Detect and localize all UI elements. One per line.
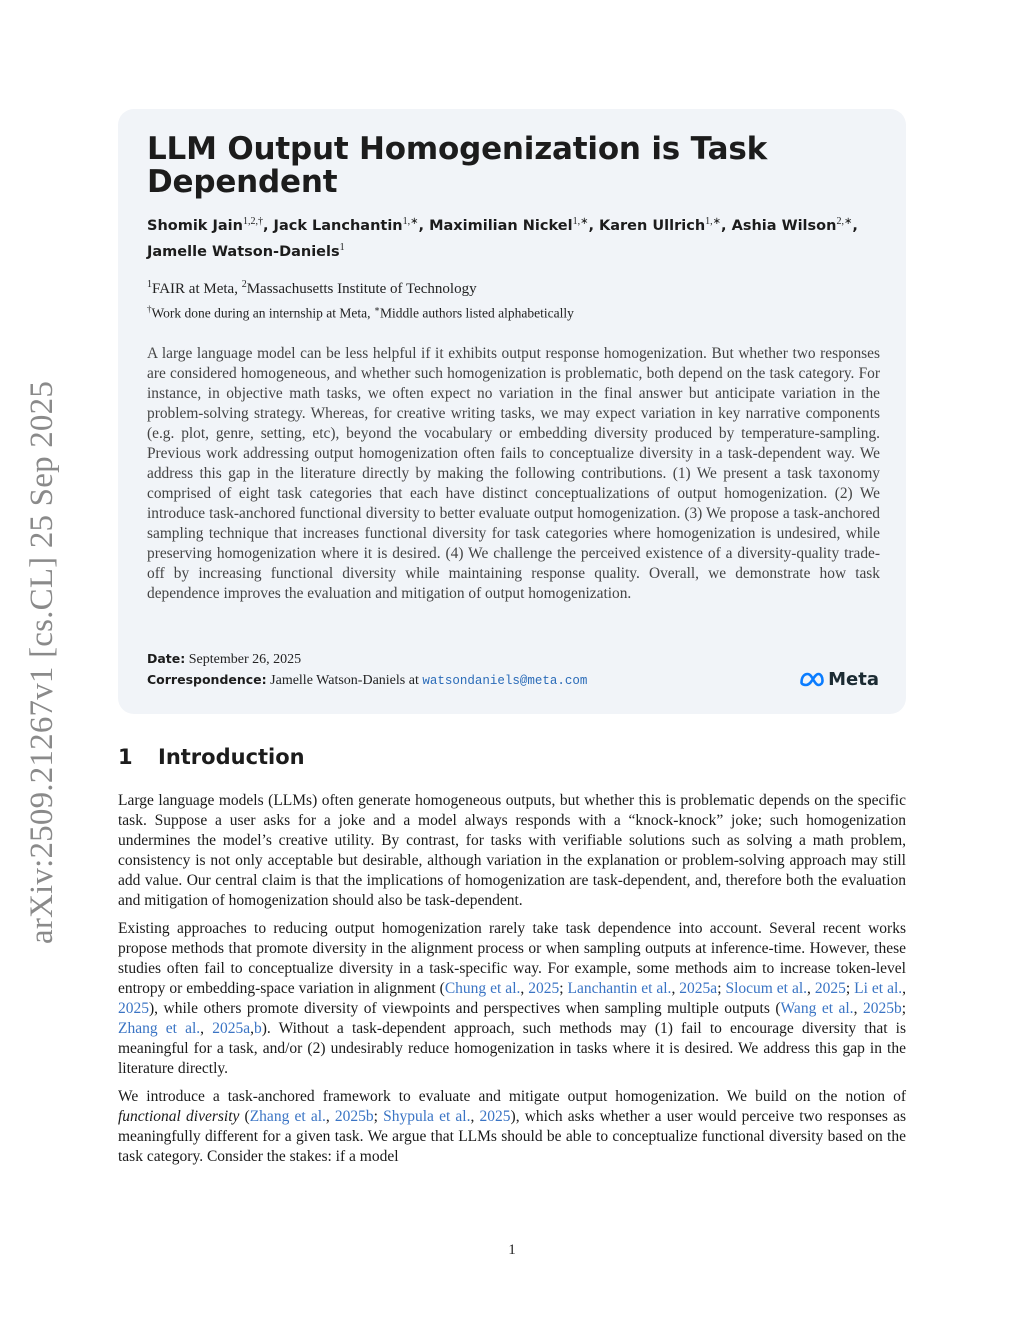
date-label: Date:: [147, 651, 186, 666]
affiliation-marker: 2: [241, 278, 247, 290]
paper-title: LLM Output Homogenization is Task Dependent: [147, 131, 767, 200]
paragraph-text: ;: [559, 980, 568, 997]
affiliation-marker: 1: [147, 278, 152, 290]
section-title: Introduction: [158, 745, 305, 769]
author-list: [147, 211, 880, 263]
author-name: Jamelle Watson-Daniels: [147, 243, 340, 260]
arxiv-stamp-text: arXiv:2509.21267v1 [cs.CL] 25 Sep 2025: [24, 380, 61, 944]
paragraph-text: ,: [671, 980, 680, 997]
author-affiliation-marker: 1,∗: [402, 216, 419, 227]
citation-link[interactable]: Wang et al.: [780, 1000, 854, 1017]
citation-link[interactable]: Lanchantin et al.: [567, 980, 672, 997]
note-marker: †: [147, 303, 152, 314]
citation-link[interactable]: Slocum et al.: [725, 980, 808, 997]
citation-link[interactable]: 2025: [528, 980, 560, 997]
correspondence-line: [147, 670, 880, 691]
author-name: Jack Lanchantin: [273, 217, 403, 234]
author-separator: ,: [588, 217, 600, 234]
body-paragraph: [118, 791, 906, 911]
citation-link[interactable]: 2025a: [679, 980, 718, 997]
affiliation-name: FAIR at Meta,: [152, 280, 242, 297]
date-value: September 26, 2025: [188, 652, 302, 667]
paragraph-text: ), while others promote diversity of viewpoints and perspectives when sampling multiple outputs (: [149, 1000, 781, 1017]
citation-link[interactable]: 2025b: [862, 1000, 902, 1017]
note-marker: ∗: [373, 303, 380, 314]
paragraph-text: ;: [373, 1108, 384, 1125]
paragraph-text: ,: [325, 1108, 335, 1125]
emphasized-term: functional diversity: [118, 1108, 240, 1125]
citation-link[interactable]: Shypula et al.: [383, 1108, 471, 1125]
paragraph-text: ), which asks whether a user would perceive two responses as meaningfully different for a given task. We argue that LLMs should be able to conceptualize functional diversity based on the task category. Consider the stakes: if a model: [118, 1108, 906, 1165]
paragraph-text: ,: [250, 1020, 254, 1037]
citation-link[interactable]: 2025: [118, 1000, 149, 1017]
meta-infinity-logo-icon: [799, 672, 825, 687]
paper-metadata: [147, 649, 880, 691]
citation-link[interactable]: Zhang et al.: [249, 1108, 326, 1125]
author-notes: [147, 300, 880, 323]
author-affiliation-marker: 2,∗: [836, 216, 853, 227]
paragraph-text: ,: [902, 980, 907, 997]
author-name: Shomik Jain: [147, 217, 243, 234]
section-heading: [118, 740, 906, 774]
author-affiliation-marker: 1,∗: [572, 216, 589, 227]
paper-body: [118, 740, 906, 1175]
paragraph-text: (: [239, 1108, 250, 1125]
affiliations: [147, 275, 880, 299]
body-paragraph: [118, 919, 906, 1079]
author-name: Karen Ullrich: [599, 217, 706, 234]
abstract-card: [118, 109, 906, 714]
meta-logo-text: Meta: [828, 669, 879, 690]
paragraph-text: Existing approaches to reducing output homogenization rarely take task dependence into account. Several recent works propose methods that promote diversity in the alignment process or when sampling outputs at inference-time. However, these studies often fail to conceptualize diversity in a task-specific way. For example, some methods aim to increase token-level entropy or embedding-space variation in alignment (: [118, 920, 906, 997]
citation-link[interactable]: b: [253, 1020, 262, 1037]
page-number: 1: [508, 1242, 516, 1258]
paragraph-text: ,: [853, 1000, 863, 1017]
citation-link[interactable]: Li et al.: [854, 980, 903, 997]
body-paragraph: [118, 1087, 906, 1167]
author-name: Maximilian Nickel: [429, 217, 573, 234]
paragraph-text: ,: [200, 1020, 213, 1037]
paragraph-text: ,: [807, 980, 815, 997]
author-affiliation-marker: 1,2,†: [242, 216, 263, 227]
author-separator: ,: [852, 217, 858, 234]
paragraph-text: ;: [901, 1000, 906, 1017]
author-affiliation-marker: 1: [339, 241, 345, 253]
correspondence-label: Correspondence:: [147, 672, 267, 687]
citation-link[interactable]: 2025: [479, 1108, 511, 1125]
citation-link[interactable]: Chung et al.: [444, 980, 521, 997]
author-affiliation-marker: 1,∗: [705, 216, 722, 227]
correspondence-name: Jamelle Watson-Daniels at: [270, 673, 423, 688]
citation-link[interactable]: 2025b: [334, 1108, 374, 1125]
citation-link[interactable]: 2025: [814, 980, 846, 997]
paragraph-text: ,: [470, 1108, 480, 1125]
affiliation-name: Massachusetts Institute of Technology: [246, 280, 477, 297]
author-name: Ashia Wilson: [731, 217, 837, 234]
paragraph-text: Large language models (LLMs) often generate homogeneous outputs, but whether this is problematic depends on the specific task. Suppose a user asks for a joke and a model always responds with a “knock-knock” joke; such homogenization undermines the model’s creative utility. By contrast, for tasks with verifiable solutions such as solving a math problem, consistency is not only acceptable but desirable, although variation in the explanation or problem-solving approach may still add value. Our central claim is that the implications of homogenization are task-dependent, and, therefore both the evaluation and mitigation of homogenization should also be task-dependent.: [118, 792, 906, 909]
note-text: Work done during an internship at Meta,: [151, 305, 374, 321]
correspondence-email-link[interactable]: watsondaniels@meta.com: [422, 674, 588, 688]
abstract-text: A large language model can be less helpful if it exhibits output response homogenization. But whether two responses are considered homogeneous, and whether such homogenization is problematic, both depend on the task category. For instance, in objective math tasks, we often expect no variation in the final answer but anticipate variation in the problem-solving strategy. Whereas, for creative writing tasks, we may expect variation in key narrative components (e.g. plot, genre, setting, etc), beyond the vocabulary or embedding diversity produced by temperature-sampling. Previous work addressing output homogenization often fails to conceptualize diversity in a task-dependent way. We address this gap in the literature directly by making the following contributions. (1) We present a task taxonomy comprised of eight task categories that each have distinct conceptualizations of output homogenization. (2) We introduce task-anchored functional diversity to better evaluate output homogenization. (3) We propose a task-anchored sampling technique that increases functional diversity for task categories where homogenization is undesired, while preserving homogenization where it is desired. (4) We challenge the perceived existence of a diversity-quality trade-off by increasing functional diversity while maintaining response quality. Overall, we demonstrate how task dependence improves the evaluation and mitigation of output homogenization.: [147, 345, 880, 603]
arxiv-identifier-stamp: [14, 372, 72, 952]
citation-link[interactable]: 2025a: [212, 1020, 251, 1037]
paragraph-text: We introduce a task-anchored framework to evaluate and mitigate output homogenization. We build on the notion of: [118, 1088, 906, 1105]
introduction-paragraphs: [118, 791, 906, 1167]
paragraph-text: ;: [717, 980, 726, 997]
author-separator: ,: [262, 217, 274, 234]
author-separator: ,: [418, 217, 430, 234]
author-separator: ,: [721, 217, 732, 234]
meta-logo: [799, 669, 879, 690]
section-number: 1: [118, 745, 133, 769]
paragraph-text: ,: [520, 980, 529, 997]
citation-link[interactable]: Zhang et al.: [118, 1020, 201, 1037]
paragraph-text: ). Without a task-dependent approach, such methods may (1) fail to encourage diversity that is meaningful for a task, and/or (2) undesirably reduce homogenization in tasks where it is desired. We address this gap in the literature directly.: [118, 1020, 906, 1077]
date-line: [147, 649, 880, 670]
paragraph-text: ;: [845, 980, 855, 997]
note-text: Middle authors listed alphabetically: [380, 305, 574, 321]
